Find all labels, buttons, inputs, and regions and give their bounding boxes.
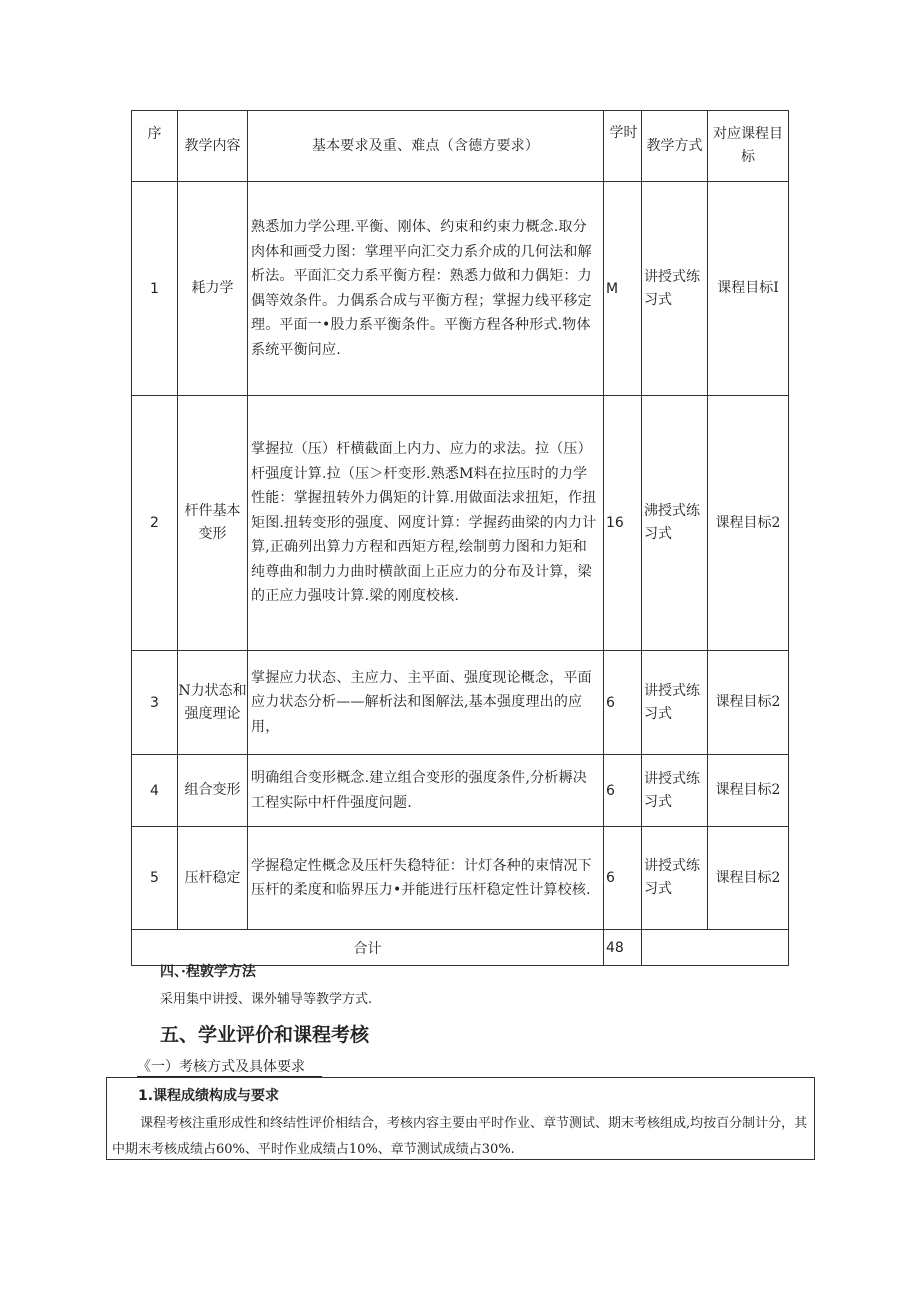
row-hours: 6 <box>604 651 642 755</box>
row-requirements: 掌握应力状态、主应力、主平面、强度现论概念，平面应力状态分析——解析法和图解法,基本强度理出的应用， <box>248 651 604 755</box>
row-requirements: 学握稳定性概念及压杆失稳特征：计灯各种的束情况下压杆的柔度和临界压力•并能进行压杆稳定性计算校核. <box>248 827 604 930</box>
header-content: 教学内容 <box>178 111 248 182</box>
total-empty <box>642 930 789 966</box>
row-num: 3 <box>132 651 178 755</box>
row-hours: M <box>604 182 642 396</box>
row-target: 课程目标2 <box>708 396 789 651</box>
table-row <box>132 651 789 755</box>
row-content: 组合变形 <box>178 755 248 827</box>
row-content: 压杆稳定 <box>178 827 248 930</box>
row-hours: 6 <box>604 827 642 930</box>
header-hours: 学时 <box>604 111 642 182</box>
table-row <box>132 396 789 651</box>
row-target: 课程目标2 <box>708 755 789 827</box>
row-method: 讲授式练习式 <box>642 827 708 930</box>
row-requirements: 明确组合变形概念.建立组合变形的强度条件,分析耨决工程实际中杆件强度问题. <box>248 755 604 827</box>
row-requirements: 掌握拉（压）杆横截面上内力、应力的求法。拉（压）杆强度计算.拉（压＞杆变形.熟悉M料在拉压时的力学性能：掌握扭转外力偶矩的计算.用做面法求扭矩，作扭矩图.扭转变形的强度、网度计算：学握药曲梁的内力计算,正确列出算力方程和西矩方程,绘制剪力图和力矩和纯尊曲和制力力曲时横歆面上正应力的分布及计算，梁的正应力强吱计算.梁的刚度校核. <box>248 396 604 651</box>
row-method: 讲授式练习式 <box>642 182 708 396</box>
row-hours: 6 <box>604 755 642 827</box>
row-content: 耗力学 <box>178 182 248 396</box>
row-target: 课程目标2 <box>708 827 789 930</box>
header-num: 序 <box>132 111 178 182</box>
header-requirements: 基本要求及重、难点（含德方要求） <box>248 111 604 182</box>
table-row <box>132 827 789 930</box>
section5-subtitle-text: 《一）考核方式及具体要求 <box>137 1059 305 1075</box>
box-text: 课程考核注重形成性和终结性评价相结合，考核内容主要由平时作业、章节测试、期末考核组成,均按百分制计分，其中期末考核成绩占60%、平时作业成绩占10%、章节测试成绩占30%. <box>112 1116 808 1157</box>
table-row <box>132 182 789 396</box>
grade-composition-box <box>106 1077 815 1160</box>
section5-title: 五、学业评价和课程考核 <box>160 1024 370 1046</box>
box-heading: 1.课程成绩构成与要求 <box>138 1088 280 1104</box>
row-target: 课程目标2 <box>708 651 789 755</box>
total-label: 合计 <box>132 930 604 966</box>
row-content: 杆件基本变形 <box>178 396 248 651</box>
section5-subtitle <box>137 1056 305 1076</box>
row-method: 讲授式练习式 <box>642 651 708 755</box>
row-target: 课程目标I <box>708 182 789 396</box>
row-method: 沸授式练习式 <box>642 396 708 651</box>
header-target: 对应课程目标 <box>708 111 789 182</box>
row-num: 2 <box>132 396 178 651</box>
section4-title: 四、·程敦学方法 <box>160 964 256 980</box>
row-content: N力状态和强度理论 <box>178 651 248 755</box>
table-row <box>132 755 789 827</box>
section4-text: 采用集中讲授、课外辅导等教学方式. <box>160 992 373 1007</box>
table-header-row <box>132 111 789 182</box>
total-hours: 48 <box>604 930 642 966</box>
curriculum-table <box>131 110 789 966</box>
row-num: 5 <box>132 827 178 930</box>
row-requirements: 熟悉加力学公理.平衡、刚体、约束和约束力概念.取分肉体和画受力图：掌理平向汇交力系介成的几何法和解析法。平面汇交力系平衡方程：熟悉力做和力偶矩：力偶等效条件。力偶系合成与平衡方程；掌握力线平移定理。平面一•股力系平衡条件。平衡方程各种形式.物体系统平衡问应. <box>248 182 604 396</box>
row-method: 讲授式练习式 <box>642 755 708 827</box>
row-num: 4 <box>132 755 178 827</box>
row-hours: 16 <box>604 396 642 651</box>
row-num: 1 <box>132 182 178 396</box>
header-method: 教学方式 <box>642 111 708 182</box>
